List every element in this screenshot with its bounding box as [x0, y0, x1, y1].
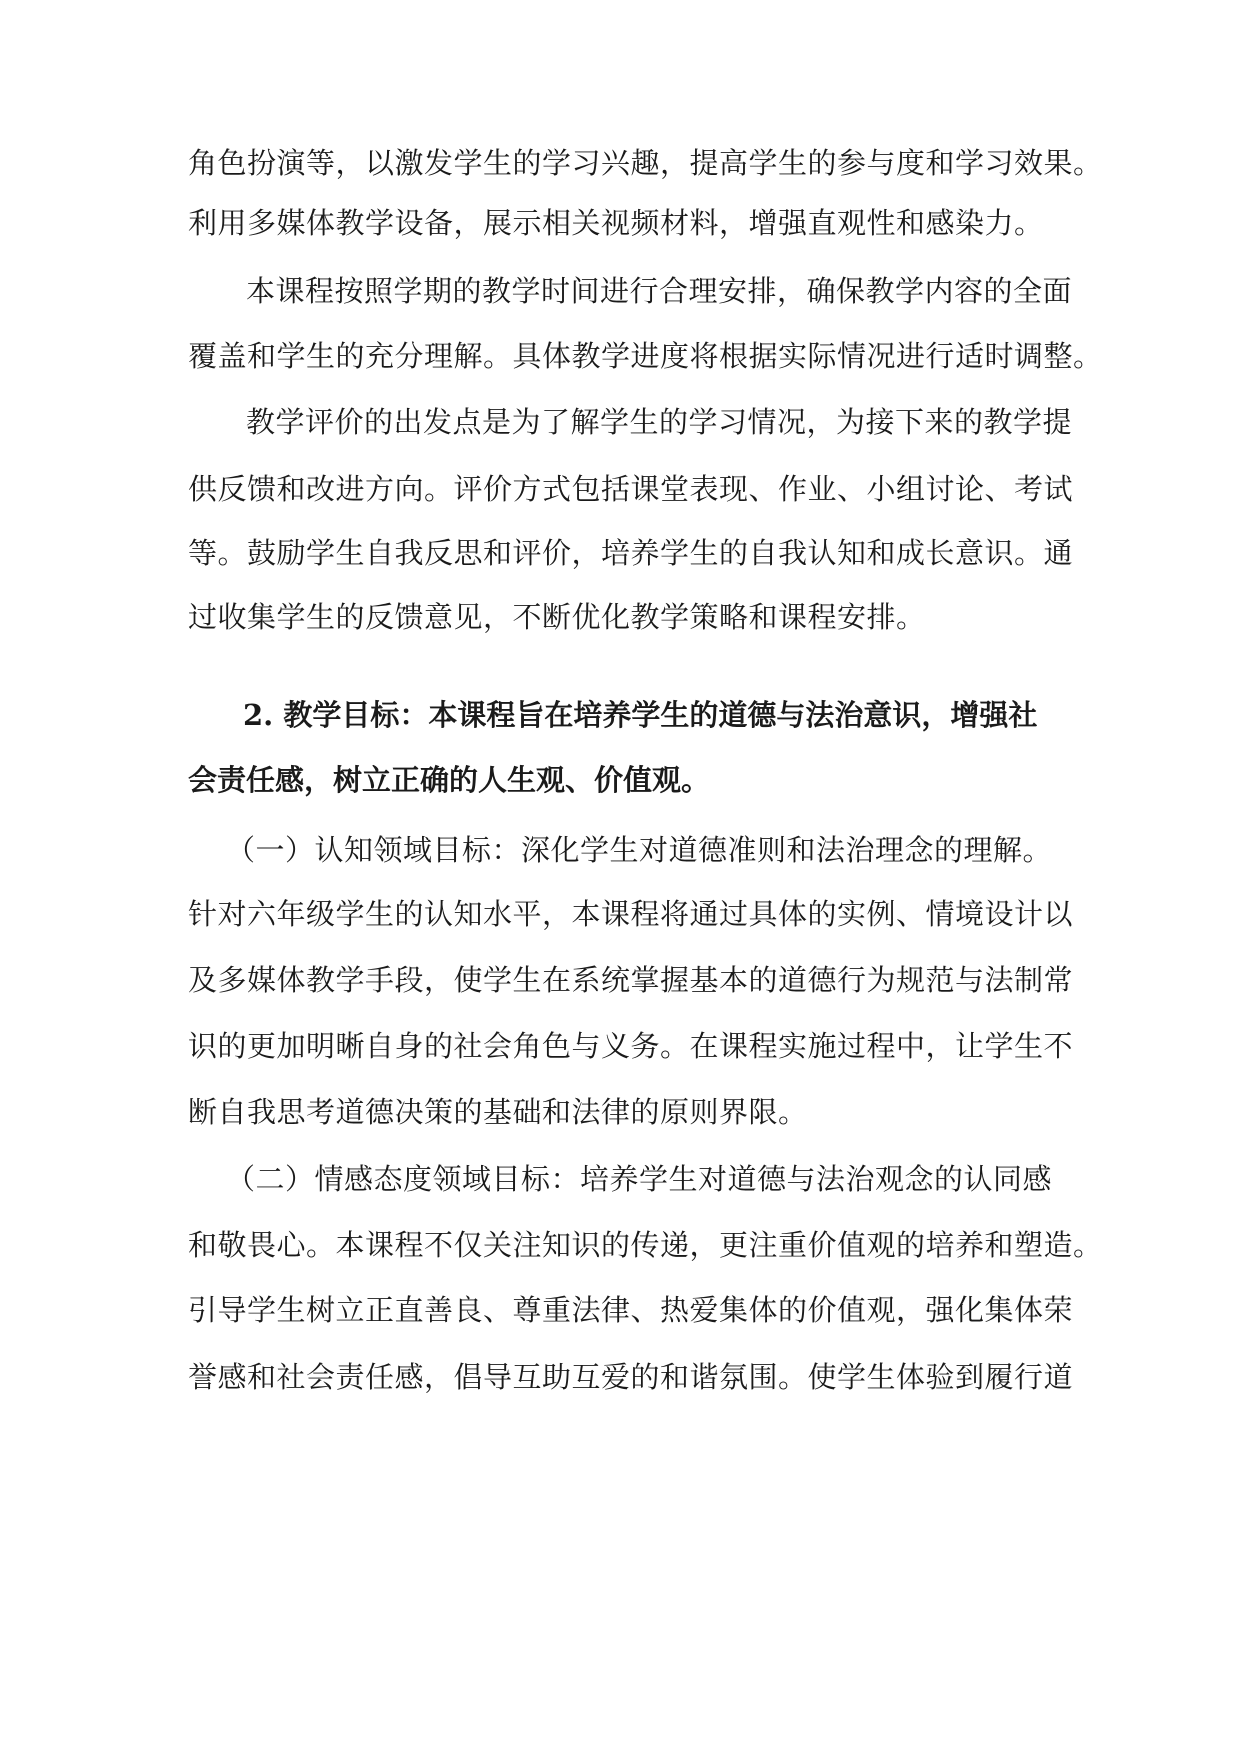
paragraph-1-line-1: 角色扮演等，以激发学生的学习兴趣，提高学生的参与度和学习效果。	[188, 146, 1103, 180]
section-heading-line-1: 2. 教学目标：本课程旨在培养学生的道德与法治意识，增强社	[243, 698, 1038, 732]
subsection-1-line-2: 针对六年级学生的认知水平，本课程将通过具体的实例、情境设计以	[188, 897, 1074, 931]
paragraph-3-line-4: 过收集学生的反馈意见，不断优化教学策略和课程安排。	[188, 600, 926, 634]
subsection-2-line-4: 誉感和社会责任感，倡导互助互爱的和谐氛围。使学生体验到履行道	[188, 1360, 1074, 1394]
paragraph-1-line-2: 利用多媒体教学设备，展示相关视频材料，增强直观性和感染力。	[188, 206, 1044, 240]
subsection-2-line-2: 和敬畏心。本课程不仅关注知识的传递，更注重价值观的培养和塑造。	[188, 1228, 1103, 1262]
subsection-1-line-1: （一）认知领域目标：深化学生对道德准则和法治理念的理解。	[226, 833, 1053, 867]
subsection-2-line-3: 引导学生树立正直善良、尊重法律、热爱集体的价值观，强化集体荣	[188, 1293, 1074, 1327]
paragraph-2-line-1: 本课程按照学期的教学时间进行合理安排，确保教学内容的全面	[246, 274, 1073, 308]
paragraph-3-line-2: 供反馈和改进方向。评价方式包括课堂表现、作业、小组讨论、考试	[188, 472, 1074, 506]
section-heading-line-2: 会责任感，树立正确的人生观、价值观。	[188, 763, 711, 797]
paragraph-3-line-1: 教学评价的出发点是为了解学生的学习情况，为接下来的教学提	[246, 405, 1073, 439]
paragraph-2-line-2: 覆盖和学生的充分理解。具体教学进度将根据实际情况进行适时调整。	[188, 339, 1103, 373]
subsection-1-line-4: 识的更加明晰自身的社会角色与义务。在课程实施过程中，让学生不	[188, 1029, 1074, 1063]
subsection-2-line-1: （二）情感态度领域目标：培养学生对道德与法治观念的认同感	[226, 1162, 1053, 1196]
subsection-1-line-3: 及多媒体教学手段，使学生在系统掌握基本的道德行为规范与法制常	[188, 963, 1074, 997]
paragraph-3-line-3: 等。鼓励学生自我反思和评价，培养学生的自我认知和成长意识。通	[188, 536, 1074, 570]
subsection-1-line-5: 断自我思考道德决策的基础和法律的原则界限。	[188, 1095, 808, 1129]
